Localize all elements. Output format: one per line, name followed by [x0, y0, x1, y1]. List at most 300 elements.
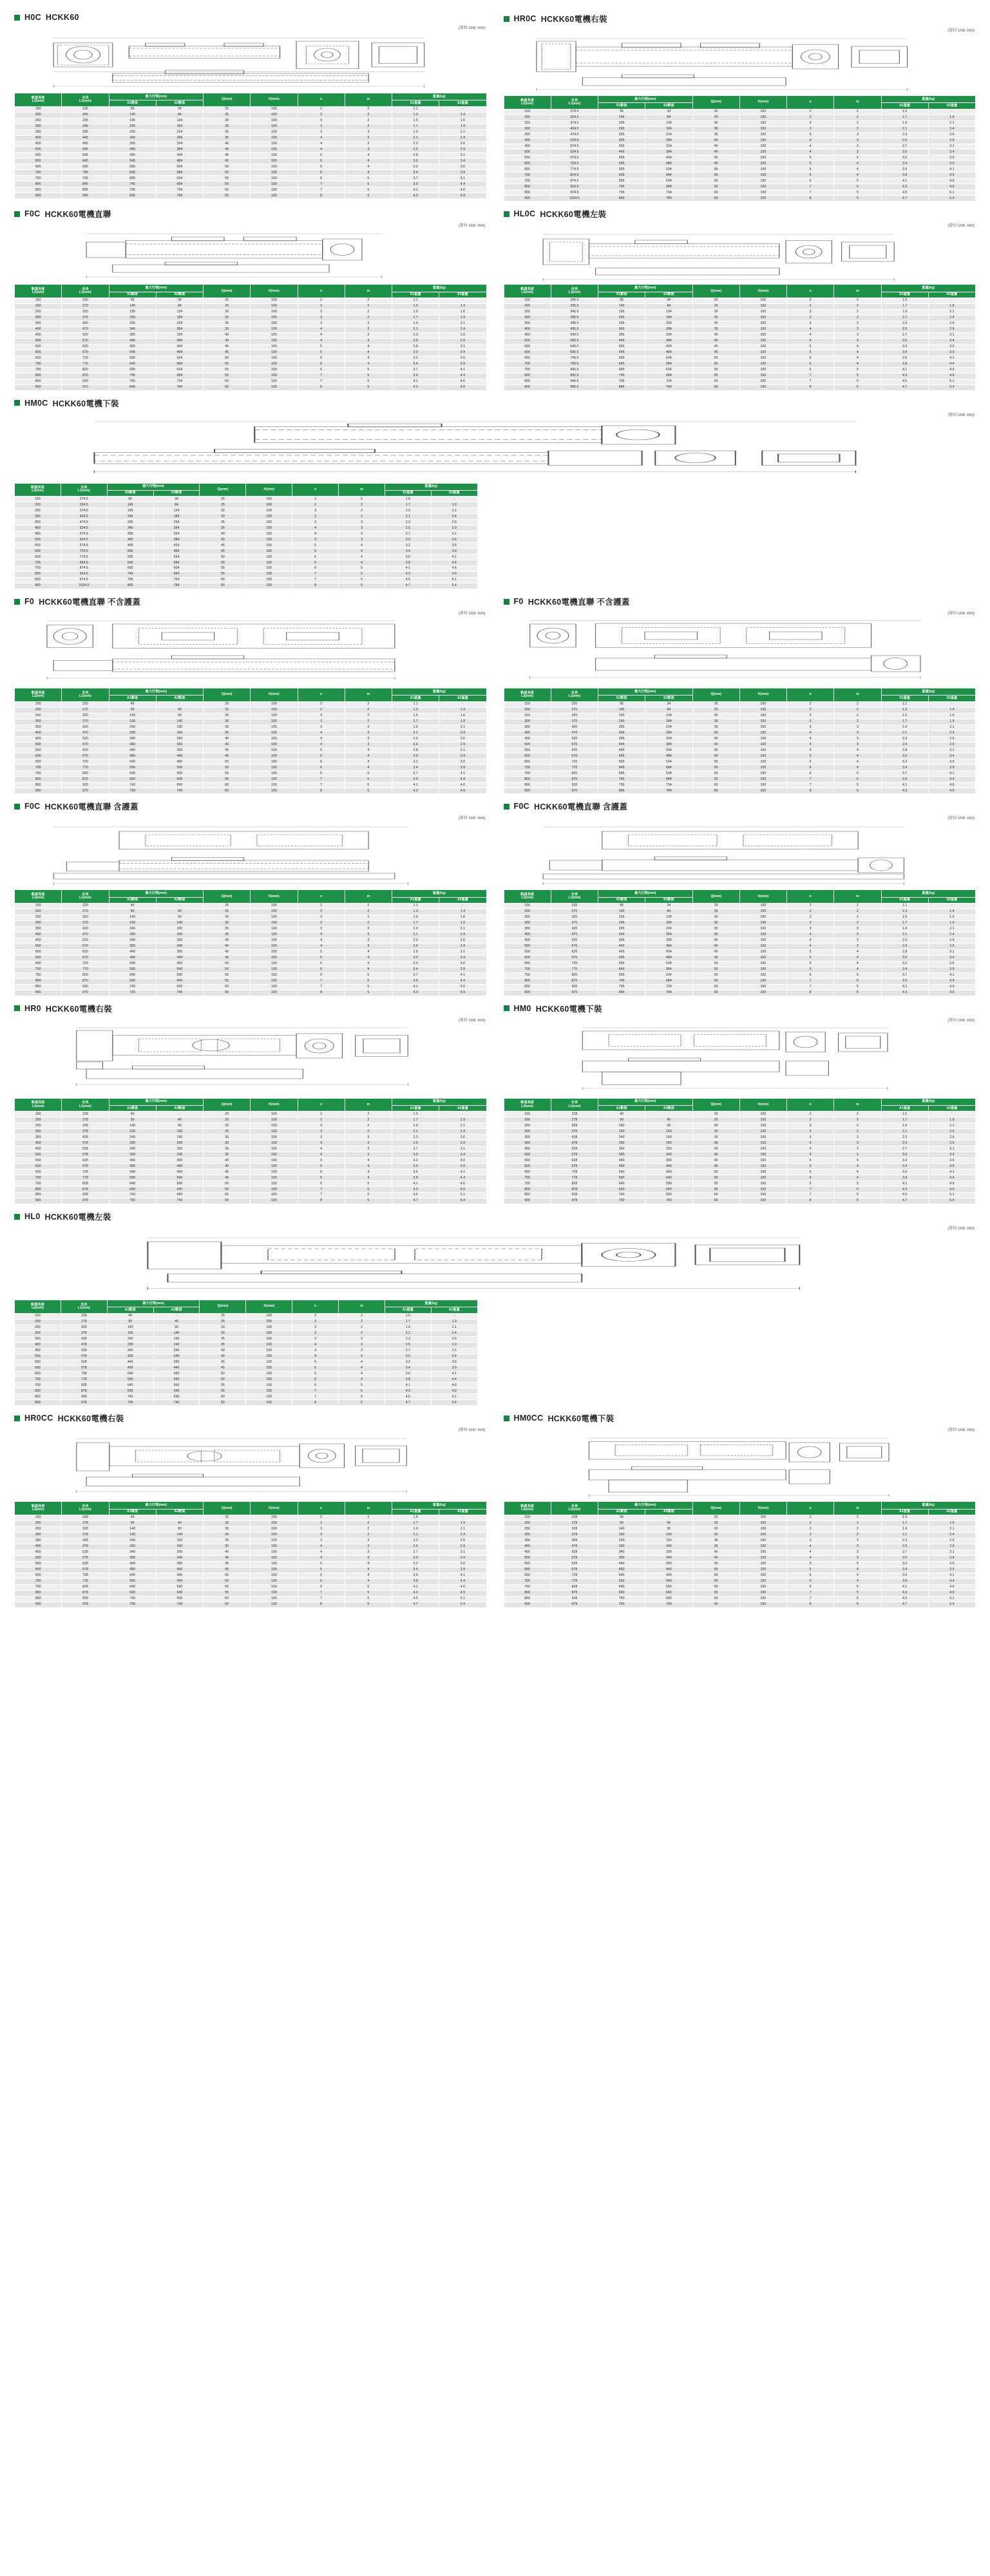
- table-cell: 245: [109, 124, 156, 129]
- table-cell: 490: [598, 1567, 645, 1573]
- table-cell: 1.9: [392, 724, 439, 730]
- table-row: [504, 1198, 976, 1204]
- table-cell: 490: [109, 955, 156, 961]
- table-cell: 4: [787, 144, 834, 149]
- table-cell: 3: [834, 742, 881, 748]
- col-header-stroke-1: A1數值: [107, 1307, 153, 1313]
- table-cell: 220: [551, 903, 598, 909]
- table-cell: 100: [251, 788, 298, 794]
- table-cell: 784: [156, 193, 203, 199]
- table-row: [15, 549, 478, 554]
- table-cell: 495: [598, 949, 645, 955]
- col-header-stroke-1: A1數值: [598, 1509, 645, 1515]
- table-cell: 3: [345, 742, 392, 748]
- table-cell: 5.4: [928, 1198, 975, 1204]
- table-cell: 550: [15, 153, 62, 158]
- table-cell: 100: [739, 1135, 786, 1141]
- table-cell: 40: [109, 701, 156, 707]
- table-cell: 30: [204, 920, 251, 926]
- table-cell: 4.1: [881, 984, 928, 990]
- table-cell: 540: [109, 759, 156, 765]
- table-cell: 3: [787, 713, 834, 719]
- table-cell: 35: [692, 138, 739, 144]
- section-header: [504, 13, 976, 24]
- table-row: [504, 361, 976, 367]
- table-cell: -: [928, 903, 975, 909]
- table-cell: 4: [339, 554, 385, 560]
- col-header-stroke-1: A1數值: [109, 1105, 156, 1111]
- col-header-k: K(mm): [251, 1502, 298, 1515]
- table-cell: 100: [739, 132, 786, 138]
- table-cell: 550: [15, 949, 62, 955]
- table-cell: 100: [739, 719, 786, 724]
- table-cell: 600: [15, 158, 62, 164]
- unit-note: (單位 Unit: mm): [458, 26, 486, 30]
- table-cell: 100: [739, 1596, 786, 1602]
- table-cell: 4: [345, 1578, 392, 1584]
- table-cell: 30: [692, 1526, 739, 1532]
- table-cell: 5: [298, 748, 345, 753]
- table-cell: 350: [15, 926, 62, 932]
- table-cell: 4: [345, 765, 392, 771]
- table-cell: 25: [692, 903, 739, 909]
- table-cell: 550: [504, 155, 551, 161]
- table-cell: 390: [156, 949, 203, 955]
- table-cell: 300: [15, 719, 62, 724]
- table-cell: 2.5: [881, 1141, 928, 1146]
- table-row: [504, 719, 976, 724]
- drawing-h0c: [14, 32, 487, 93]
- table-cell: 100: [739, 972, 786, 978]
- table-cell: 1.3: [392, 707, 439, 713]
- section-title: HCKK60: [45, 13, 79, 22]
- table-cell: 5: [339, 583, 385, 589]
- table-cell: 35: [692, 321, 739, 327]
- table-cell: 495: [107, 543, 153, 549]
- table-cell: 3.8: [392, 1578, 439, 1584]
- table-cell: 2.8: [392, 949, 439, 955]
- table-cell: 690: [109, 1187, 156, 1193]
- table-cell: 3.6: [392, 1170, 439, 1175]
- unit-note: (單位 Unit: mm): [947, 29, 975, 33]
- table-cell: 3.1: [928, 1146, 975, 1152]
- table-cell: 3: [787, 120, 834, 126]
- table-row: [15, 1187, 487, 1193]
- table-row: [15, 118, 487, 124]
- table-cell: 100: [251, 153, 298, 158]
- table-cell: 6: [298, 1181, 345, 1187]
- table-cell: 3.0: [881, 1152, 928, 1158]
- table-cell: 540: [156, 765, 203, 771]
- table-row: [15, 1313, 478, 1319]
- table-cell: 5: [345, 384, 392, 390]
- table-cell: -: [645, 1515, 692, 1521]
- table-cell: 550: [504, 949, 551, 955]
- table-row: [15, 309, 487, 315]
- table-row: [504, 1175, 976, 1181]
- table-cell: 770: [62, 361, 109, 367]
- table-cell: 590: [645, 1584, 692, 1590]
- table-cell: 670: [62, 350, 109, 355]
- table-row: [15, 182, 487, 187]
- table-cell: 184: [645, 920, 692, 926]
- table-cell: 195: [598, 914, 645, 920]
- table-row: [15, 1526, 487, 1532]
- table-cell: 434: [156, 344, 203, 350]
- col-header-max-stroke: 最大行程(mm): [598, 688, 693, 696]
- table-cell: 4.4: [431, 560, 477, 566]
- table-cell: 384: [156, 147, 203, 153]
- table-cell: 290: [109, 1141, 156, 1146]
- table-cell: -: [439, 106, 486, 112]
- col-header-q: Q(mm): [692, 1502, 739, 1515]
- table-row: [504, 1193, 976, 1198]
- table-cell: 2.6: [928, 736, 975, 742]
- table-cell: 4.1: [392, 782, 439, 788]
- table-row: [15, 158, 487, 164]
- table-cell: 824.5: [551, 173, 598, 178]
- table-cell: 5: [787, 1561, 834, 1567]
- table-cell: 3.6: [881, 1170, 928, 1175]
- table-cell: 3.0: [392, 1152, 439, 1158]
- table-cell: 4: [834, 759, 881, 765]
- table-row: [15, 1532, 487, 1538]
- table-row: [15, 1573, 487, 1578]
- table-cell: 800: [15, 1388, 61, 1394]
- table-cell: 795: [62, 176, 109, 182]
- table-cell: 4: [345, 967, 392, 972]
- table-cell: 40: [598, 1112, 645, 1117]
- table-cell: 100: [246, 1388, 292, 1394]
- section-row-1: [14, 6, 976, 202]
- table-cell: 450: [504, 332, 551, 338]
- table-cell: 440: [645, 1567, 692, 1573]
- table-cell: 3: [834, 132, 881, 138]
- table-cell: 30: [200, 1331, 246, 1336]
- table-cell: 6: [787, 771, 834, 777]
- table-cell: 100: [739, 338, 786, 344]
- unit-note: (單位 Unit: mm): [947, 1428, 975, 1433]
- table-cell: 100: [251, 321, 298, 327]
- col-header-stroke-2: S2數值: [645, 292, 692, 298]
- table-cell: 284: [156, 327, 203, 332]
- table-cell: 100: [246, 560, 292, 566]
- table-cell: 440: [156, 1567, 203, 1573]
- table-cell: 3.9: [439, 1567, 486, 1573]
- table-cell: 495: [598, 155, 645, 161]
- section-title: HCKK60電機左裝: [540, 210, 607, 220]
- table-row: [15, 1538, 487, 1544]
- table-row: [504, 978, 976, 984]
- table-cell: 728: [62, 1573, 109, 1578]
- table-cell: 240: [156, 932, 203, 938]
- table-cell: 184: [645, 126, 692, 132]
- table-cell: 578: [551, 1152, 598, 1158]
- table-cell: 5: [345, 1187, 392, 1193]
- table-cell: 30: [200, 1325, 246, 1331]
- table-cell: 5: [345, 1584, 392, 1590]
- table-cell: 628: [551, 1158, 598, 1164]
- table-cell: 4.9: [928, 184, 975, 190]
- table-cell: 6: [787, 961, 834, 967]
- table-cell: 1.4: [439, 909, 486, 914]
- table-cell: 100: [739, 1146, 786, 1152]
- table-cell: 5.4: [431, 583, 477, 589]
- table-cell: 100: [251, 938, 298, 943]
- table-cell: 2.1: [928, 926, 975, 932]
- table-cell: 274.5: [61, 497, 107, 502]
- table-cell: 240: [598, 1538, 645, 1544]
- table-cell: -: [439, 1515, 486, 1521]
- table-cell: 334: [645, 938, 692, 943]
- table-cell: 734: [645, 190, 692, 196]
- table-row: [15, 187, 487, 193]
- table-cell: 35: [204, 327, 251, 332]
- table-cell: 690: [156, 1596, 203, 1602]
- table-cell: 390: [156, 748, 203, 753]
- table-cell: 35: [204, 926, 251, 932]
- table-cell: 974.5: [61, 578, 107, 583]
- table-cell: 45: [204, 1567, 251, 1573]
- table-cell: 4.5: [881, 190, 928, 196]
- table-cell: 720: [551, 961, 598, 967]
- table-cell: 40: [200, 1354, 246, 1359]
- table-cell: 100: [739, 1515, 786, 1521]
- table-row: [15, 978, 487, 984]
- table-cell: 750: [15, 1181, 62, 1187]
- table-cell: 445: [109, 338, 156, 344]
- table-cell: 5: [298, 1164, 345, 1170]
- table-cell: 900: [15, 1400, 61, 1406]
- table-cell: 40: [109, 1515, 156, 1521]
- table-cell: 2.1: [881, 315, 928, 321]
- table-cell: 790: [598, 1198, 645, 1204]
- table-cell: -: [431, 1313, 477, 1319]
- table-row: [15, 903, 487, 909]
- table-cell: 5: [834, 184, 881, 190]
- table-cell: 3: [834, 1538, 881, 1544]
- table-cell: 250: [15, 508, 61, 514]
- table-cell: 55: [200, 1388, 246, 1394]
- table-cell: 4.5: [392, 1193, 439, 1198]
- table-cell: 55: [692, 1187, 739, 1193]
- table-cell: 478: [61, 1342, 107, 1348]
- table-cell: 100: [251, 384, 298, 390]
- col-header-q: Q(mm): [200, 1300, 246, 1314]
- table-row: [15, 1400, 478, 1406]
- col-header-rail-length: 軌道長度 L2(mm): [15, 1502, 62, 1515]
- table-cell: 350: [504, 724, 551, 730]
- col-header-max-stroke: 最大行程(mm): [109, 93, 204, 100]
- table-cell: 95: [598, 903, 645, 909]
- col-header-n: n: [787, 1098, 834, 1112]
- section-header: [14, 1003, 487, 1014]
- table-cell: 295: [62, 118, 109, 124]
- table-cell: 2.4: [928, 1532, 975, 1538]
- table-cell: 4: [298, 1555, 345, 1561]
- col-header-stroke-1: S1數值: [107, 490, 153, 496]
- table-cell: 290: [109, 932, 156, 938]
- table-cell: 2: [787, 115, 834, 120]
- table-cell: 3.0: [392, 753, 439, 759]
- table-cell: 645: [107, 560, 153, 566]
- table-cell: 3.1: [431, 1348, 477, 1354]
- table-cell: 40: [692, 149, 739, 155]
- table-cell: 700: [504, 967, 551, 972]
- table-cell: 800: [15, 182, 62, 187]
- table-cell: 390: [645, 1561, 692, 1567]
- table-cell: 870: [551, 777, 598, 782]
- table-cell: 350: [504, 1135, 551, 1141]
- table-cell: 590: [156, 972, 203, 978]
- table-cell: 1.5: [881, 1515, 928, 1521]
- table-cell: 970: [551, 990, 598, 996]
- table-cell: 35: [692, 724, 739, 730]
- table-cell: 3.4: [928, 149, 975, 155]
- table-cell: 25: [200, 497, 246, 502]
- table-cell: 2: [345, 1112, 392, 1117]
- table-cell: 2.1: [392, 1129, 439, 1135]
- table-cell: 445: [598, 742, 645, 748]
- table-cell: 284: [645, 932, 692, 938]
- table-row: [504, 344, 976, 350]
- table-cell: 2: [298, 1520, 345, 1526]
- table-cell: 60: [692, 782, 739, 788]
- table-row: [15, 713, 487, 719]
- table-cell: 100: [251, 1158, 298, 1164]
- table-cell: 3: [298, 1526, 345, 1532]
- table-row: [504, 920, 976, 926]
- table-row: [504, 173, 976, 178]
- table-row: [15, 1175, 487, 1181]
- table-cell: 528: [551, 1549, 598, 1555]
- table-cell: 2: [345, 920, 392, 926]
- table-cell: 2.1: [881, 1129, 928, 1135]
- col-header-k: K(mm): [739, 1098, 786, 1112]
- table-cell: 100: [739, 1573, 786, 1578]
- col-header-weight: 重量(kg): [392, 688, 487, 696]
- table-cell: 1.5: [881, 298, 928, 303]
- table-cell: 195: [598, 309, 645, 315]
- table-cell: 25: [692, 1515, 739, 1521]
- table-cell: 140: [645, 1532, 692, 1538]
- table-cell: 200: [15, 303, 62, 309]
- table-cell: 870: [551, 978, 598, 984]
- table-cell: 1.5: [392, 309, 439, 315]
- table-row: [504, 1141, 976, 1146]
- table-cell: 400: [504, 327, 551, 332]
- table-cell: 50: [692, 1573, 739, 1578]
- col-header-max-stroke: 最大行程(mm): [109, 688, 204, 696]
- table-cell: 550: [504, 1561, 551, 1567]
- table-cell: 495: [598, 344, 645, 350]
- col-header-max-stroke: 最大行程(mm): [109, 1098, 204, 1105]
- table-cell: 35: [692, 1538, 739, 1544]
- table-cell: 3.9: [928, 161, 975, 167]
- table-cell: 7: [298, 1590, 345, 1596]
- table-row: [15, 1365, 478, 1371]
- table-cell: 100: [739, 1520, 786, 1526]
- table-cell: 3: [834, 1544, 881, 1549]
- table-cell: 2: [345, 112, 392, 118]
- table-cell: 5: [834, 190, 881, 196]
- table-cell: 300: [504, 1129, 551, 1135]
- table-cell: 234: [645, 321, 692, 327]
- unit-note: (單位 Unit: mm): [458, 224, 486, 229]
- table-cell: 8: [787, 384, 834, 390]
- table-cell: 595: [598, 355, 645, 361]
- table-cell: 740: [645, 1602, 692, 1607]
- table-cell: 570: [62, 338, 109, 344]
- table-cell: 100: [251, 777, 298, 782]
- table-cell: 100: [739, 771, 786, 777]
- table-cell: 7: [298, 984, 345, 990]
- table-cell: 250: [15, 713, 62, 719]
- col-header-total-length: 全長 L1(mm): [62, 285, 109, 298]
- table-cell: 2: [339, 1325, 385, 1331]
- table-cell: 4: [834, 1164, 881, 1170]
- table-cell: 378: [551, 1129, 598, 1135]
- table-row: [15, 1567, 487, 1573]
- table-cell: 3: [834, 144, 881, 149]
- table-cell: 100: [251, 719, 298, 724]
- table-cell: 95: [598, 109, 645, 115]
- table-row: [504, 777, 976, 782]
- table-h0c: [14, 93, 487, 199]
- table-cell: 100: [739, 713, 786, 719]
- table-cell: 3.2: [392, 164, 439, 170]
- table-cell: 100: [739, 144, 786, 149]
- table-cell: 100: [739, 1112, 786, 1117]
- table-cell: 5: [787, 344, 834, 350]
- table-cell: 4.6: [439, 379, 486, 384]
- bullet-icon: [14, 1005, 20, 1011]
- table-cell: 420: [551, 724, 598, 730]
- table-cell: 5: [345, 990, 392, 996]
- table-cell: 35: [204, 321, 251, 327]
- table-cell: 1.7: [392, 315, 439, 321]
- table-cell: 1.9: [392, 321, 439, 327]
- table-row: [504, 327, 976, 332]
- table-cell: 440: [109, 949, 156, 955]
- table-cell: 100: [739, 990, 786, 996]
- table-row: [504, 126, 976, 132]
- table-cell: 634: [156, 176, 203, 182]
- table-cell: 734: [156, 187, 203, 193]
- table-cell: 845.5: [551, 367, 598, 373]
- table-cell: 2: [345, 118, 392, 124]
- table-row: [15, 1146, 487, 1152]
- table-cell: 645: [109, 170, 156, 176]
- table-cell: 35: [692, 730, 739, 736]
- table-cell: 3: [345, 332, 392, 338]
- table-cell: 100: [739, 126, 786, 132]
- col-header-m: m: [834, 1098, 881, 1112]
- table-cell: 2: [834, 707, 881, 713]
- table-cell: 100: [739, 155, 786, 161]
- table-cell: 4.6: [431, 566, 477, 572]
- table-cell: 8: [292, 583, 339, 589]
- table-cell: 5.4: [928, 196, 975, 202]
- table-cell: 1.7: [392, 124, 439, 129]
- table-cell: 40: [204, 742, 251, 748]
- table-cell: 278: [62, 1520, 109, 1526]
- table-row: [15, 920, 487, 926]
- col-header-weight-2: A2重量: [928, 1509, 975, 1515]
- table-cell: 245: [598, 920, 645, 926]
- table-cell: 4.1: [928, 355, 975, 361]
- table-cell: 34: [153, 497, 200, 502]
